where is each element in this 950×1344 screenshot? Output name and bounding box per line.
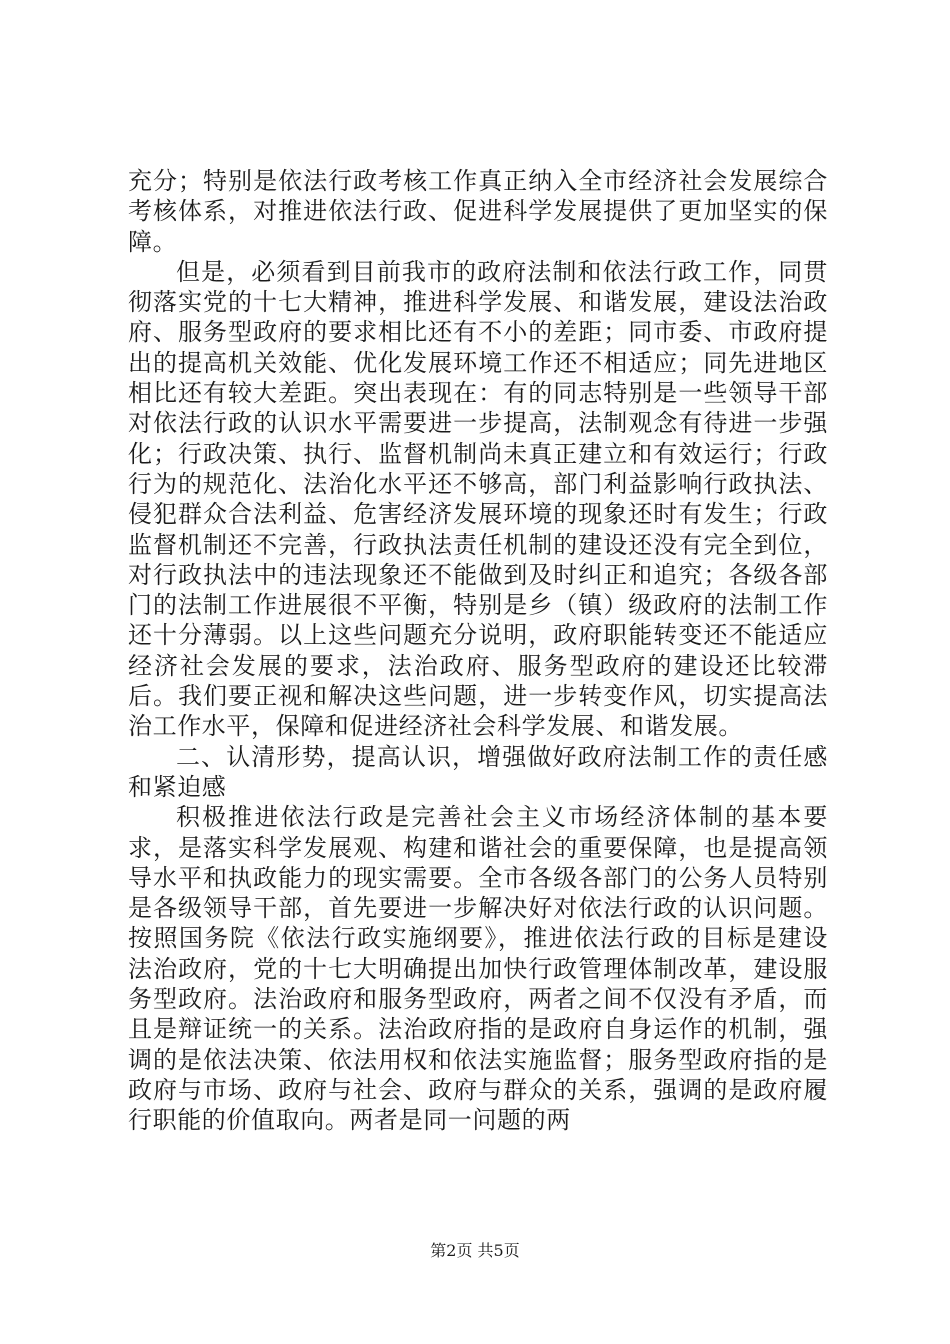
paragraph: 但是，必须看到目前我市的政府法制和依法行政工作，同贯彻落实党的十七大精神，推进科学发展、和谐发展，建设法治政府、服务型政府的要求相比还有不小的差距；同市委、市政府提出的提高机关效能、优化发展环境工作还不相适应；同先进地区相比还有较大差距。突出表现在：有的同志特别是一些领导干部对依法行政的认识水平需要进一步提高，法制观念有待进一步强化；行政决策、执行、监督机制尚未真正建立和有效运行；行政行为的规范化、法治化水平还不够高，部门利益影响行政执法、侵犯群众合法利益、危害经济发展环境的现象还时有发生；行政监督机制还不完善，行政执法责任机制的建设还没有完全到位，对行政执法中的违法现象还不能做到及时纠正和追究；各级各部门的法制工作进展很不平衡，特别是乡（镇）级政府的法制工作还十分薄弱。以上这些问题充分说明，政府职能转变还不能适应经济社会发展的要求，法治政府、服务型政府的建设还比较滞后。我们要正视和解决这些问题，进一步转变作风，切实提高法治工作水平，保障和促进经济社会科学发展、和谐发展。 (128, 257, 828, 741)
paragraph: 充分；特别是依法行政考核工作真正纳入全市经济社会发展综合考核体系，对推进依法行政、促进科学发展提供了更加坚实的保障。 (128, 167, 828, 256)
page-number-footer: 第2页 共5页 (430, 1241, 520, 1260)
section-heading: 二、认清形势，提高认识，增强做好政府法制工作的责任感和紧迫感 (128, 742, 828, 801)
paragraph: 积极推进依法行政是完善社会主义市场经济体制的基本要求，是落实科学发展观、构建和谐社会的重要保障，也是提高领导水平和执政能力的现实需要。全市各级各部门的公务人员特别是各级领导干部，首先要进一步解决好对依法行政的认识问题。按照国务院《依法行政实施纲要》，推进依法行政的目标是建设法治政府，党的十七大明确提出加快行政管理体制改革，建设服务型政府。法治政府和服务型政府，两者之间不仅没有矛盾，而且是辩证统一的关系。法治政府指的是政府自身运作的机制，强调的是依法决策、依法用权和依法实施监督；服务型政府指的是政府与市场、政府与社会、政府与群众的关系，强调的是政府履行职能的价值取向。两者是同一问题的两 (128, 803, 828, 1135)
document-body (128, 166, 828, 1136)
